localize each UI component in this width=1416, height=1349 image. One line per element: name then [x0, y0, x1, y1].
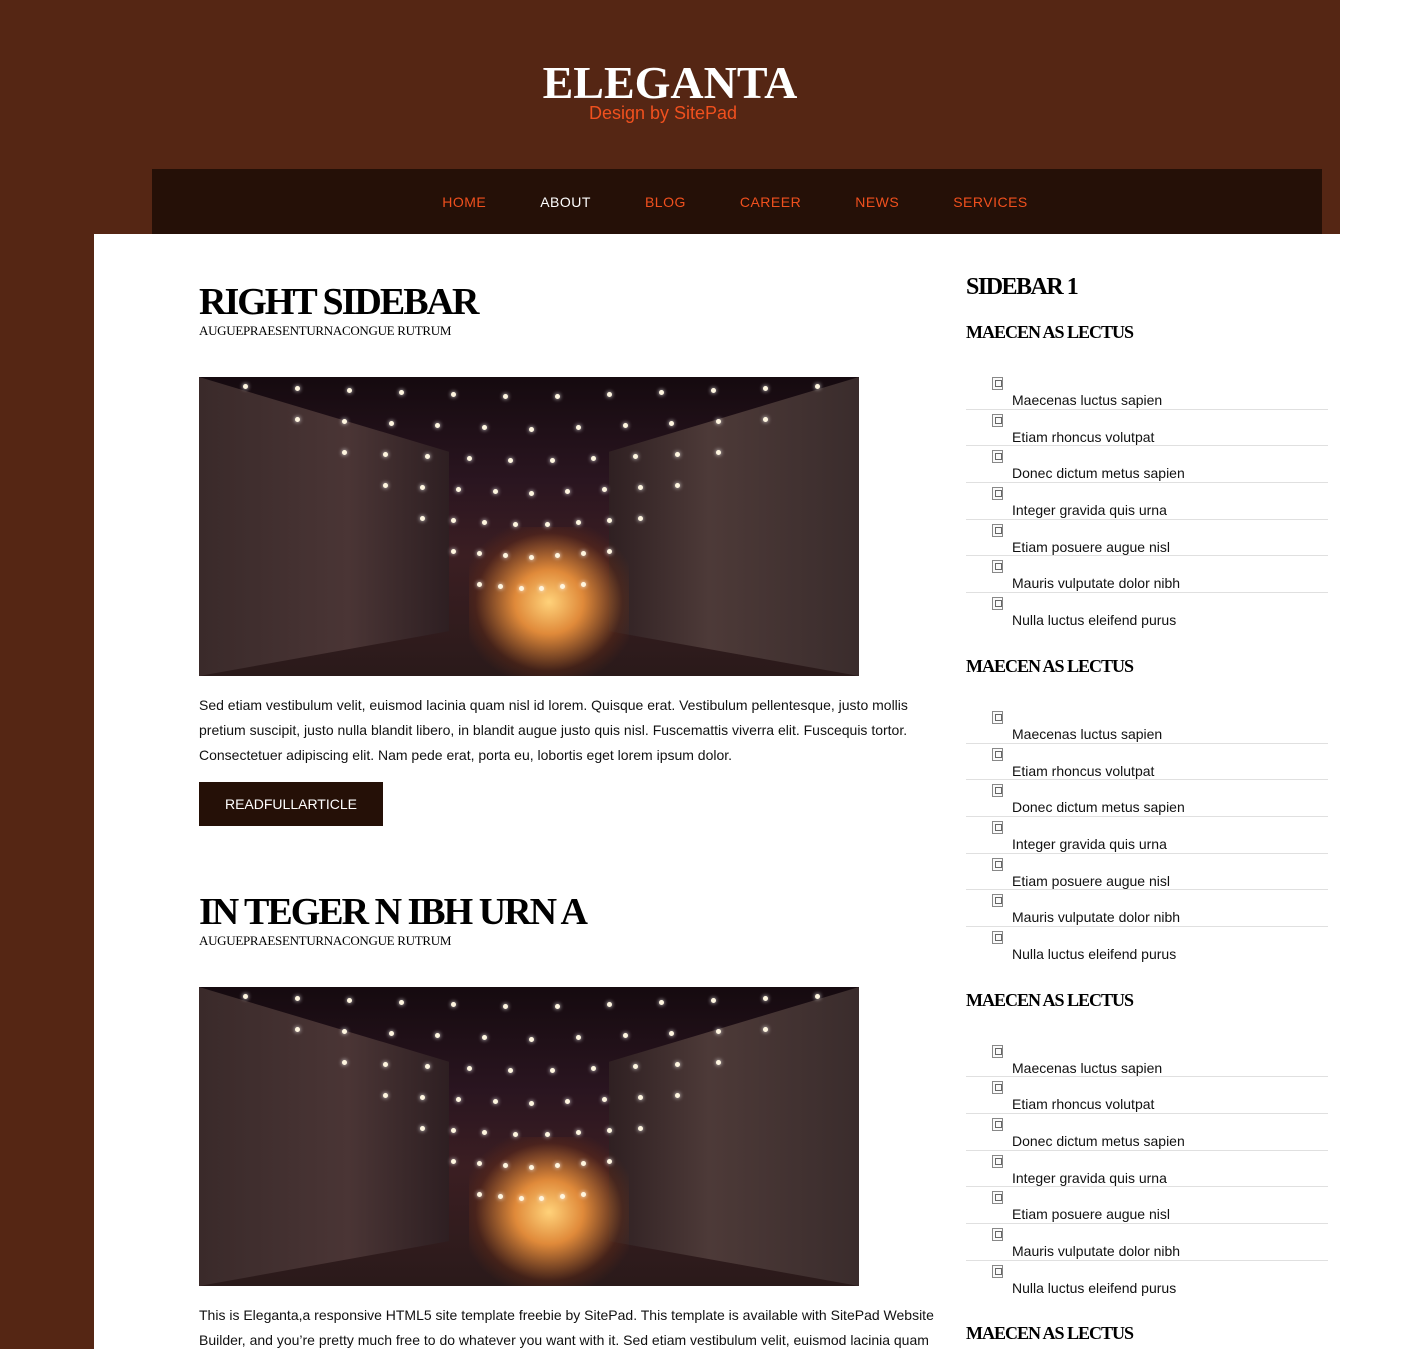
- light-bulb: [565, 489, 570, 494]
- list-item-label[interactable]: Donec dictum metus sapien: [1012, 465, 1185, 482]
- list-item-label[interactable]: Nulla luctus eleifend purus: [1012, 612, 1177, 629]
- light-bulb: [389, 1031, 394, 1036]
- light-bulb: [602, 487, 607, 492]
- broken-image-icon: [992, 784, 1003, 797]
- list-item[interactable]: [966, 1224, 1328, 1261]
- light-bulb: [591, 456, 596, 461]
- list-item[interactable]: [966, 707, 1328, 744]
- light-bulb: [420, 485, 425, 490]
- light-bulb: [295, 386, 300, 391]
- light-bulb: [565, 1099, 570, 1104]
- light-bulb: [342, 450, 347, 455]
- light-bulb: [435, 1033, 440, 1038]
- list-item[interactable]: [966, 1151, 1328, 1188]
- light-bulb: [633, 1064, 638, 1069]
- light-bulb: [451, 1128, 456, 1133]
- list-item-label[interactable]: Etiam rhoncus volutpat: [1012, 762, 1155, 779]
- post-image: [199, 377, 859, 676]
- list-item[interactable]: [966, 927, 1328, 964]
- light-bulb: [581, 582, 586, 587]
- light-bulb: [482, 425, 487, 430]
- list-item-label[interactable]: Etiam rhoncus volutpat: [1012, 428, 1155, 445]
- list-item[interactable]: [966, 1261, 1328, 1298]
- light-bulb: [477, 582, 482, 587]
- widget-title: MAECEN AS LECTUS: [966, 1323, 1134, 1344]
- light-bulb: [347, 388, 352, 393]
- light-bulb: [477, 1161, 482, 1166]
- light-bulb: [493, 489, 498, 494]
- light-bulb: [435, 423, 440, 428]
- list-item[interactable]: [966, 373, 1328, 410]
- list-item[interactable]: [966, 556, 1328, 593]
- light-bulb: [591, 1066, 596, 1071]
- post-article: [199, 282, 944, 826]
- read-full-article-button[interactable]: READFULLARTICLE: [199, 782, 383, 826]
- light-bulb: [675, 452, 680, 457]
- list-item-label[interactable]: Etiam posuere augue nisl: [1012, 872, 1170, 889]
- light-bulb: [342, 1029, 347, 1034]
- light-bulb: [659, 390, 664, 395]
- sidebar: [966, 274, 1328, 1344]
- light-bulb: [669, 1031, 674, 1036]
- sidebar-title: SIDEBAR 1: [966, 274, 1078, 300]
- list-item-label[interactable]: Maecenas luctus sapien: [1012, 725, 1163, 742]
- light-bulb: [602, 1097, 607, 1102]
- light-bulb: [763, 417, 768, 422]
- light-bulb: [295, 417, 300, 422]
- light-bulb: [675, 483, 680, 488]
- list-item-label[interactable]: Integer gravida quis urna: [1012, 1169, 1167, 1186]
- light-bulb: [623, 423, 628, 428]
- list-item[interactable]: [966, 890, 1328, 927]
- light-bulb: [607, 1002, 612, 1007]
- light-bulb: [477, 1192, 482, 1197]
- light-bulb: [763, 386, 768, 391]
- light-bulb: [576, 1035, 581, 1040]
- list-item[interactable]: [966, 1041, 1328, 1078]
- light-bulb: [675, 1062, 680, 1067]
- light-bulb: [550, 1068, 555, 1073]
- broken-image-icon: [992, 524, 1003, 537]
- list-item-label[interactable]: Nulla luctus eleifend purus: [1012, 1279, 1177, 1296]
- light-bulb: [815, 384, 820, 389]
- broken-image-icon: [992, 560, 1003, 573]
- list-item-label[interactable]: Mauris vulputate dolor nibh: [1012, 1243, 1181, 1260]
- light-bulb: [555, 1004, 560, 1009]
- light-bulb: [607, 1128, 612, 1133]
- broken-image-icon: [992, 1265, 1003, 1278]
- light-bulb: [482, 1035, 487, 1040]
- light-bulb: [456, 487, 461, 492]
- light-bulb: [669, 421, 674, 426]
- light-bulb: [451, 392, 456, 397]
- nav-item-news[interactable]: NEWS: [855, 193, 900, 210]
- light-bulb: [347, 998, 352, 1003]
- light-bulb: [711, 998, 716, 1003]
- light-bulb: [550, 458, 555, 463]
- broken-image-icon: [992, 450, 1003, 463]
- light-bulb: [529, 427, 534, 432]
- light-bulb: [555, 1163, 560, 1168]
- broken-image-icon: [992, 377, 1003, 390]
- light-bulb: [576, 520, 581, 525]
- light-bulb: [399, 390, 404, 395]
- main-nav: [152, 169, 1322, 234]
- nav-item-career[interactable]: CAREER: [739, 193, 802, 210]
- light-bulb: [295, 1027, 300, 1032]
- light-bulb: [420, 1126, 425, 1131]
- light-bulb: [519, 586, 524, 591]
- light-bulb: [342, 419, 347, 424]
- list-item[interactable]: [966, 854, 1328, 891]
- sidebar-widget: [966, 990, 1328, 1298]
- list-item-label[interactable]: Etiam rhoncus volutpat: [1012, 1096, 1155, 1113]
- light-bulb: [815, 994, 820, 999]
- light-bulb: [576, 425, 581, 430]
- light-bulb: [581, 551, 586, 556]
- light-bulb: [451, 1159, 456, 1164]
- light-bulb: [659, 1000, 664, 1005]
- nav-item-home[interactable]: HOME: [442, 193, 487, 210]
- light-bulb: [519, 1196, 524, 1201]
- widget-title: MAECEN AS LECTUS: [966, 655, 1134, 676]
- list-item-label[interactable]: Donec dictum metus sapien: [1012, 799, 1185, 816]
- post-subtitle: AUGUEPRAESENTURNACONGUE RUTRUM: [199, 323, 452, 338]
- light-bulb: [529, 1101, 534, 1106]
- list-item[interactable]: [966, 520, 1328, 557]
- list-item[interactable]: [966, 410, 1328, 447]
- list-item-label[interactable]: Integer gravida quis urna: [1012, 835, 1167, 852]
- list-item[interactable]: [966, 780, 1328, 817]
- sidebar-widget: [966, 1323, 1328, 1344]
- list-item-label[interactable]: Nulla luctus eleifend purus: [1012, 945, 1177, 962]
- site-title[interactable]: ELEGANTA: [542, 57, 798, 108]
- broken-image-icon: [992, 894, 1003, 907]
- sidebar-widget: [966, 322, 1328, 630]
- light-bulb: [399, 1000, 404, 1005]
- light-bulb: [498, 584, 503, 589]
- broken-image-icon: [992, 1045, 1003, 1058]
- list-item-label[interactable]: Mauris vulputate dolor nibh: [1012, 575, 1181, 592]
- light-bulb: [581, 1192, 586, 1197]
- light-bulb: [503, 394, 508, 399]
- light-bulb: [425, 1064, 430, 1069]
- light-bulb: [243, 384, 248, 389]
- post-article: [199, 892, 944, 1349]
- broken-image-icon: [992, 414, 1003, 427]
- widget-title: MAECEN AS LECTUS: [966, 989, 1134, 1010]
- post-excerpt: Sed etiam vestibulum velit, euismod lacinia quam nisl id lorem. Quisque erat. Vestibulum pellentesque, justo mollis pretium suscipit, justo nulla blandit libero, in blandit augue justo quis nisl. Fuscemattis viverra elit. Fuscequis tortor. Consectetuer adipiscing elit. Nam pede erat, porta eu, lobortis eget lorem ipsum dolor.: [199, 697, 908, 763]
- list-item[interactable]: [966, 1077, 1328, 1114]
- broken-image-icon: [992, 597, 1003, 610]
- list-item[interactable]: [966, 593, 1328, 630]
- light-bulb: [545, 1132, 550, 1137]
- light-bulb: [503, 1004, 508, 1009]
- light-bulb: [555, 553, 560, 558]
- light-bulb: [420, 1095, 425, 1100]
- light-bulb: [763, 1027, 768, 1032]
- light-bulb: [545, 522, 550, 527]
- post-title[interactable]: RIGHT SIDEBAR: [199, 281, 478, 323]
- post-subtitle: AUGUEPRAESENTURNACONGUE RUTRUM: [199, 933, 452, 948]
- light-bulb: [295, 996, 300, 1001]
- light-bulb: [529, 1165, 534, 1170]
- light-bulb: [633, 454, 638, 459]
- light-bulb: [503, 1163, 508, 1168]
- broken-image-icon: [992, 1118, 1003, 1131]
- site-header: [0, 0, 1340, 169]
- light-bulb: [425, 454, 430, 459]
- nav-item-services[interactable]: SERVICES: [953, 193, 1028, 210]
- light-bulb: [243, 994, 248, 999]
- broken-image-icon: [992, 487, 1003, 500]
- light-bulb: [389, 421, 394, 426]
- broken-image-icon: [992, 748, 1003, 761]
- list-item[interactable]: [966, 1114, 1328, 1151]
- site-tagline: Design by SitePad: [588, 103, 738, 123]
- light-bulb: [467, 456, 472, 461]
- main-content: [94, 234, 1340, 1349]
- list-item-label[interactable]: Mauris vulputate dolor nibh: [1012, 909, 1181, 926]
- light-bulb: [482, 520, 487, 525]
- light-bulb: [529, 491, 534, 496]
- list-item-label[interactable]: Donec dictum metus sapien: [1012, 1133, 1185, 1149]
- broken-image-icon: [992, 858, 1003, 871]
- list-item-label[interactable]: Etiam posuere augue nisl: [1012, 538, 1170, 555]
- list-item[interactable]: [966, 446, 1328, 483]
- light-bulb: [675, 1093, 680, 1098]
- light-bulb: [451, 1002, 456, 1007]
- light-bulb: [607, 1159, 612, 1164]
- list-item[interactable]: [966, 483, 1328, 520]
- list-item[interactable]: [966, 817, 1328, 854]
- light-bulb: [711, 388, 716, 393]
- broken-image-icon: [992, 931, 1003, 944]
- light-bulb: [482, 1130, 487, 1135]
- light-bulb: [477, 551, 482, 556]
- light-bulb: [576, 1130, 581, 1135]
- light-bulb: [607, 549, 612, 554]
- light-bulb: [555, 394, 560, 399]
- broken-image-icon: [992, 711, 1003, 724]
- list-item-label[interactable]: Maecenas luctus sapien: [1012, 392, 1163, 408]
- widget-title: MAECEN AS LECTUS: [966, 322, 1134, 342]
- light-bulb: [342, 1060, 347, 1065]
- broken-image-icon: [992, 1081, 1003, 1094]
- broken-image-icon: [992, 821, 1003, 834]
- list-item-label[interactable]: Integer gravida quis urna: [1012, 502, 1167, 519]
- light-bulb: [420, 516, 425, 521]
- broken-image-icon: [992, 1155, 1003, 1168]
- light-bulb: [581, 1161, 586, 1166]
- light-bulb: [607, 518, 612, 523]
- light-bulb: [623, 1033, 628, 1038]
- light-bulb: [508, 1068, 513, 1073]
- light-bulb: [456, 1097, 461, 1102]
- post-image: [199, 987, 859, 1286]
- nav-item-about[interactable]: ABOUT: [540, 193, 591, 210]
- list-item-label[interactable]: Maecenas luctus sapien: [1012, 1059, 1163, 1076]
- post-title[interactable]: IN TEGER N IBH URN A: [199, 891, 586, 933]
- broken-image-icon: [992, 1191, 1003, 1204]
- list-item[interactable]: [966, 1187, 1328, 1224]
- light-bulb: [529, 555, 534, 560]
- nav-item-blog[interactable]: BLOG: [644, 193, 686, 210]
- sidebar-widget: [966, 656, 1328, 964]
- light-bulb: [508, 458, 513, 463]
- light-bulb: [763, 996, 768, 1001]
- list-item-label[interactable]: Etiam posuere augue nisl: [1012, 1206, 1170, 1223]
- light-bulb: [607, 392, 612, 397]
- light-bulb: [503, 553, 508, 558]
- light-bulb: [451, 518, 456, 523]
- light-bulb: [493, 1099, 498, 1104]
- light-bulb: [498, 1194, 503, 1199]
- post-excerpt: This is Eleganta,a responsive HTML5 site template freebie by SitePad. This template is available with SitePad Website Builder, and you’re pretty much free to do whatever you want with it. Sed etiam vestibulum velit, euismod lacinia quam: [199, 1307, 934, 1348]
- light-bulb: [529, 1037, 534, 1042]
- light-bulb: [467, 1066, 472, 1071]
- light-bulb: [451, 549, 456, 554]
- list-item[interactable]: [966, 744, 1328, 781]
- broken-image-icon: [992, 1228, 1003, 1241]
